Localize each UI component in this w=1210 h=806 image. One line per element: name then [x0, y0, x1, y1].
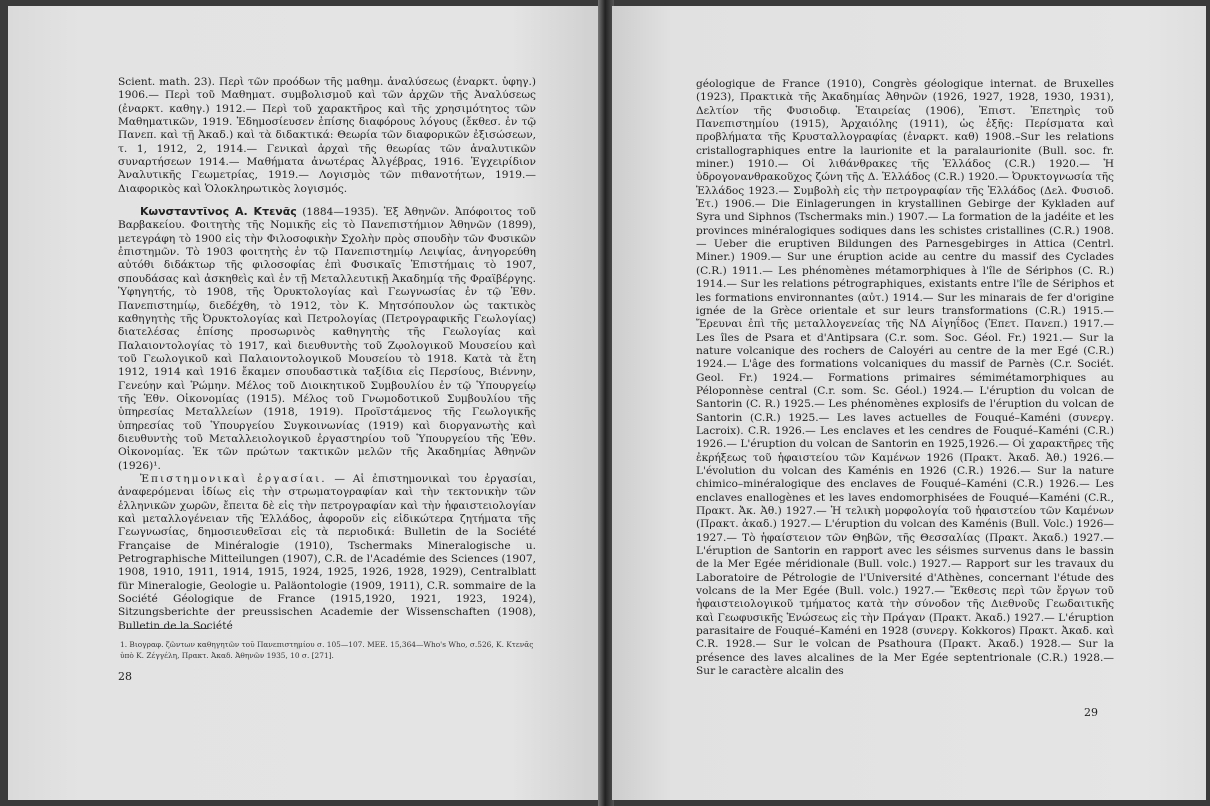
biography-paragraph: [118, 205, 536, 473]
footnote: 1. Βιογραφ. ζῶντων καθηγητῶν τοῦ Πανεπιστημίου σ. 105—107. ΜΕΕ. 15,364—Who's Who, σ.526, Κ. Κτενᾶς ὑπὸ Κ. Ζέγγέλη, Πρακτ. Ἀκαδ. Ἀθηνῶν 1935, 10 σ. [271].: [120, 640, 534, 660]
bibliography-paragraph: géologique de France (1910), Congrès géologique internat. de Bruxelles (1923), Πρακτικὰ τῆς Ἀκαδημίας Ἀθηνῶν (1926, 1927, 1928, 1930, 1931), Δελτίον τῆς Φυσιοδιφ. Ἑταιρείας (1906), Ἐπιστ. Ἐπετηρὶς τοῦ Πανεπιστημίου (1915), Ἀρχαιόλης (1911), ὡς ἑξῆς: Περίσματα καὶ προβλήματα τῆς Κρυσταλλογραφίας (ἐναρκτ. καθ) 1908.–Sur les relations cristallographiques entre la laurionite et la paralaurionite (Bull. soc. fr. miner.) 1910.— Οἱ λιθάνθρακες τῆς Ἑλλάδος (C.R.) 1920.— Ἡ ὑδρογονανθρακοῦχος ζώνη τῆς Δ. Ἑλλάδος (C.R.) 1920.— Ὀρυκτογνωσία τῆς Ἑλλάδος 1923.— Συμβολὴ εἰς τὴν πετρογραφίαν τῆς Ἑλλάδος (Δελ. Φυσιοδ. Ἑτ.) 1906.— Die Einlagerungen in krystallinen Gebirge der Kykladen auf Syra und Siphnos (Tschermaks min.) 1907.— La formation de la jadéite et les provinces minéralogiques sodiques dans les schistes cristallines (C.R.) 1908.— Ueber die eruptiven Bildungen des Parnesgebirges in Attica (Centrl. Miner.) 1909.— Sur une éruption acide au centre du massif des Cyclades (C.R.) 1911.— Les phénomènes métamorphiques à l'île de Sériphos (C. R.) 1914.— Sur les relations pétrographiques, existants entre l'île de Sériphos et les formations environnantes (αὐτ.) 1914.— Sur les minarais de fer d'origine ignée de la Grèce orientale et sur leurs transformations (C.R.) 1915.— Ἔρευναι ἐπὶ τῆς μεταλλογενείας τῆς ΝΔ Αἰγηΐδος (Ἐπετ. Πανεπ.) 1917.— Les îles de Psara et d'Antipsara (C.r. som. Soc. Géol. Fr.) 1921.— Sur la nature volcanique des rochers de Caloyéri au centre de la mer Egé (C.R.) 1924.— L'âge des formations volcaniques du massif de Parnès (C.r. Sociét. Geol. Fr.) 1924.— Formations primaires sémimétamorphiques au Péloponnèse central (C.r. som. Sc. Géol.) 1924.— L'éruption du volcan de Santorin (C. R.) 1925.— Les phénomènes explosifs de l'éruption du volcan de Santorin (C.R.) 1925.— Les laves actuelles de Fouqué–Kaméni (συνεργ. Lacroix). C.R. 1926.— Les enclaves et les cendres de Fouqué–Kaméni (C.R.) 1926.— L'éruption du volcan de Santorin en 1925,1926.— Οἱ χαρακτῆρες τῆς ἐκρήξεως τοῦ ἡφαιστείου τῶν Καμένων 1926 (Πρακτ. Ἀκαδ. Ἀθ.) 1926.— L'évolution du volcan des Kaménis en 1926 (C.R.) 1926.— Sur la nature chimico–minéralogique des enclaves de Fouqué–Kaméni (C.R.) 1926.— Les enclaves enallogènes et les laves endomorphisées de Fouqué—Kaméni (C.R., Πρακτ. Ἀκ. Ἀθ.) 1927.— Ἡ τελικὴ μορφολογία τοῦ ἡφαιστείου τῶν Καμένων (Πρακτ. ἀκαδ.) 1927.— L'éruption du volcan des Kaménis (Bull. Volc.) 1926—1927.— Τὸ ἡφαίστειον τῶν Θηβῶν, τῆς Θεσσαλίας (Πρακτ. Ἀκαδ.) 1927.— L'éruption de Santorin en rapport avec les séismes survenus dans le bassin de la Mer Egée méridionale (Bull. volc.) 1927.— Rapport sur les travaux du Laboratoire de Pétrologie de l'Université d'Athènes, concernant l'étude des volcans de la Mer Egée (Bull. volc.) 1927.— Ἔκθεσις περὶ τῶν ἔργων τοῦ ἡφαιστειολογικοῦ τμήματος κατὰ τὴν σύνοδον τῆς Διεθνοῦς Γεωδαιτικῆς καὶ Γεωφυσικῆς Ἑνώσεως εἰς τὴν Πράγαν (Πρακτ. Ἀκαδ.) 1927.— L'éruption parasitaire de Fouqué–Kaméni en 1928 (συνεργ. Kokkoros) Πρακτ. Ἀκαδ. καὶ C.R. 1928.— Sur le volcan de Psathoura (Πρακτ. Ἀκαδ.) 1928.— Sur la présence des laves alcalines de la Mer Egée septentrionale (C.R.) 1928.— Sur le caractère alcalin des: [696, 78, 1114, 678]
page-number-left: 28: [118, 670, 132, 683]
works-heading: Ἐπιστημονικαὶ ἐργασίαι.: [140, 472, 327, 485]
right-page-text: [696, 78, 1114, 678]
works-text: — Αἱ ἐπιστημονικαὶ του ἐργασίαι, ἀναφερόμεναι ἰδίως εἰς τὴν στρωματογραφίαν καὶ τὴν τεκτονικὴν τῶν ἑλληνικῶν χωρῶν, ἔπειτα δὲ εἰς τὴν πετρογραφίαν καὶ τὴν ἡφαιστειολογίαν καὶ μεταλλογένειαν τῆς Ἑλλάδος, ἀφοροῦν εἰς εἰδικώτερα ζητήματα τῆς Γεωγνωσίας, δημοσιευθεῖσαι εἰς τὰ περιοδικά: Bulletin de la Société Française de Minéralogie (1910), Tschermaks Mineralogische u. Petrographische Mitteilungen (1907), C.R. de l'Académie des Sciences (1907, 1908, 1910, 1911, 1914, 1915, 1924, 1925, 1926, 1928, 1929), Centralblatt für Mineralogie, Geologie u. Paläontologie (1909, 1911), C.R. sommaire de la Société Géologique de France (1915,1920, 1921, 1923, 1924), Sitzungsberichte der preussischen Academie der Wissenschaften (1908), Bulletin de la Société: [118, 472, 536, 632]
paragraph-continuation: Scient. math. 23). Περὶ τῶν προόδων τῆς μαθημ. ἀναλύσεως (ἐναρκτ. ὑφηγ.) 1906.— Περὶ τοῦ Μαθηματ. συμβολισμοῦ καὶ τῶν ἀρχῶν τῆς Ἀναλύσεως (ἐναρκτ. καθηγ.) 1912.— Περὶ τοῦ χαρακτῆρος καὶ τῆς χρησιμότητος τῶν Μαθηματικῶν, 1919. Ἐδημοσίευσεν ἐπίσης διαφόρους λόγους (ἔκθεσ. ἐν τῷ Πανεπ. καὶ τῇ Ἀκαδ.) καὶ τὰ διδακτικά: Θεωρία τῶν διαφορικῶν ἐξισώσεων, τ. 1, 1912, 2, 1914.— Γενικαὶ ἀρχαὶ τῆς θεωρίας τῶν ἀναλυτικῶν συναρτήσεων 1914.— Μαθήματα ἀνωτέρας Ἀλγέβρας, 1916. Ἐγχειρίδιον Ἀναλυτικῆς Γεωμετρίας, 1919.— Λογισμὸς τῶν πιθανοτήτων, 1919.— Διαφορικὸς καὶ Ὁλοκληρωτικὸς λογισμός.: [118, 76, 536, 195]
page-number-right: 29: [1084, 706, 1098, 719]
right-page: [612, 6, 1206, 800]
footnote-rule: [126, 628, 208, 629]
works-paragraph: [118, 473, 536, 633]
left-page-text: [118, 76, 536, 633]
left-page: [8, 6, 600, 800]
biography-name: Κωνσταντῖνος Α. Κτενᾶς: [140, 205, 297, 219]
biography-text: (1884—1935). Ἐξ Ἀθηνῶν. Ἀπόφοιτος τοῦ Βαρβακείου. Φοιτητὴς τῆς Νομικῆς εἰς τὸ Πανεπιστήμιον Ἀθηνῶν (1899), μετεγράφη τὸ 1900 εἰς τὴν Φιλοσοφικὴν Σχολὴν πρὸς σπουδὴν τῶν Φυσικῶν ἐπιστημῶν. Τὸ 1903 φοιτητὴς ἐν τῷ Πανεπιστημίῳ Λειψίας, ἀνηγορεύθη αὐτόθι διδάκτωρ τῆς φιλοσοφίας ἐπὶ Φυσικαῖς Ἐπιστήμαις τὸ 1907, σπουδάσας καὶ ἀσκηθεὶς καὶ ἐν τῇ Μεταλλευτικῇ Ἀκαδημίᾳ τῆς Φραϊβέργης. Ὑφηγητής, τὸ 1908, τῆς Ὀρυκτολογίας καὶ Γεωγνωσίας ἐν τῷ Ἐθν. Πανεπιστημίῳ, διεδέχθη, τὸ 1912, τὸν Κ. Μητσόπουλον ὡς τακτικὸς καθηγητὴς τῆς Ὀρυκτολογίας καὶ Πετρολογίας (Πετρογραφικῆς Γεωλογίας) διατελέσας ἐπίσης προσωρινὸς καθηγητὴς τῆς Γεωλογίας καὶ Παλαιοντολογίας τὸ 1917, καὶ διευθυντὴς τοῦ Ζῳολογικοῦ Μουσείου καὶ τοῦ Γεωλογικοῦ καὶ Παλαιοντολογικοῦ Μουσείου τὸ 1918. Κατὰ τὰ ἔτη 1912, 1914 καὶ 1916 ἔκαμεν σπουδαστικὰ ταξίδια εἰς Περσίους, Βιέννην, Γενεύην καὶ Ῥώμην. Μέλος τοῦ Διοικητικοῦ Συμβουλίου ἐν τῷ Ὑπουργείῳ τῆς Ἐθν. Οἰκονομίας (1915). Μέλος τοῦ Γνωμοδοτικοῦ Συμβουλίου τῆς ὑπηρεσίας Μεταλλείων (1918, 1919). Προϊστάμενος τῆς Γεωλογικῆς ὑπηρεσίας τοῦ Ὑπουργείου Συγκοινωνίας (1919) καὶ διοργανωτὴς καὶ διευθυντὴς τοῦ Μεταλλειολογικοῦ ἐργαστηρίου τοῦ Ὑπουργείου τῆς Ἐθν. Οἰκονομίας. Ἐκ τῶν πρώτων τακτικῶν μελῶν τῆς Ἀκαδημίας Ἀθηνῶν (1926)¹.: [118, 206, 536, 472]
